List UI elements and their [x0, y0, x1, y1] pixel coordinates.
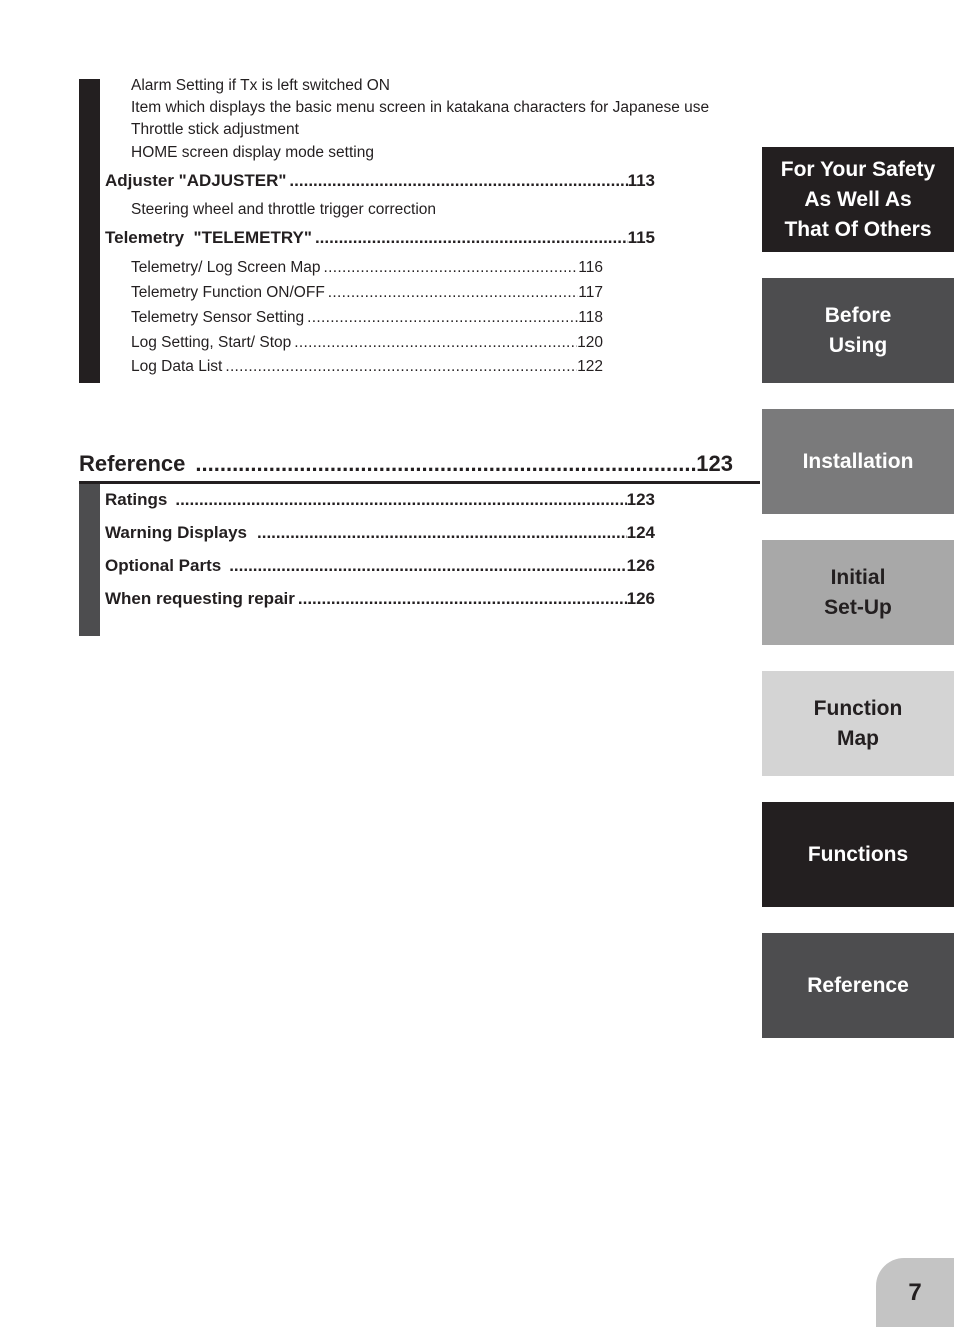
toc-subentry-page: 116 [578, 259, 603, 276]
side-tab-function-map[interactable] [762, 671, 954, 776]
toc-entry-description: Steering wheel and throttle trigger correction [131, 201, 436, 218]
side-tab-label: Before Using [824, 303, 892, 357]
section-divider [79, 481, 760, 484]
toc-entry-title: Optional Parts [105, 556, 222, 575]
dot-leader [321, 259, 579, 277]
toc-entry-page: 124 [626, 523, 655, 542]
toc-subitem[interactable]: Item which displays the basic menu screen in katakana characters for Japanese use [131, 99, 710, 116]
side-tab-label: Function Map [813, 696, 903, 750]
toc-entry-adjuster[interactable] [105, 171, 655, 191]
side-tab-label: Installation [802, 449, 914, 473]
toc-entry-requesting-repair[interactable] [105, 589, 655, 609]
section-bar-functions [79, 79, 100, 383]
toc-section-reference[interactable] [79, 451, 733, 477]
page-number-tab [876, 1258, 954, 1327]
toc-subentry-title: Telemetry Sensor Setting [131, 309, 305, 326]
toc-entry-title: Warning Displays [105, 523, 248, 542]
toc-subitem[interactable]: HOME screen display mode setting [131, 144, 374, 161]
toc-entry-page: 115 [627, 228, 655, 247]
toc-subentry[interactable] [131, 259, 603, 277]
section-page: 123 [696, 451, 733, 476]
toc-subentry-title: Telemetry/ Log Screen Map [131, 259, 321, 276]
toc-entry-telemetry[interactable] [105, 228, 655, 248]
toc-subitem[interactable]: Throttle stick adjustment [131, 121, 299, 138]
toc-entry-title: Ratings [105, 490, 168, 509]
dot-leader [295, 589, 627, 609]
dot-leader [286, 171, 627, 191]
dot-leader [221, 556, 626, 576]
toc-subentry[interactable] [131, 284, 603, 302]
dot-leader [312, 228, 628, 248]
page-number: 7 [908, 1278, 922, 1306]
toc-entry-optional-parts[interactable] [105, 556, 655, 576]
dot-leader [167, 490, 626, 510]
side-tab-safety[interactable] [762, 147, 954, 252]
dot-leader [291, 334, 577, 352]
toc-subentry-title: Telemetry Function ON/OFF [131, 284, 325, 301]
side-tab-functions[interactable] [762, 802, 954, 907]
toc-subentry[interactable] [131, 334, 603, 352]
side-tab-label: For Your Safety As Well As That Of Others [780, 157, 936, 241]
toc-subentry-page: 117 [578, 284, 603, 301]
toc-entry-title: Telemetry "TELEMETRY" [105, 228, 312, 247]
dot-leader [325, 284, 578, 302]
toc-subentry[interactable] [131, 309, 603, 327]
toc-subentry-page: 118 [578, 309, 603, 326]
toc-entry-page: 126 [626, 556, 655, 575]
side-tab-before-using[interactable] [762, 278, 954, 383]
toc-entry-page: 126 [626, 589, 655, 608]
side-tab-label: Reference [807, 973, 909, 997]
toc-subentry-title: Log Setting, Start/ Stop [131, 334, 292, 351]
toc-entry-title: When requesting repair [105, 589, 295, 608]
side-tab-label: Initial Set-Up [824, 565, 892, 619]
toc-entry-page: 123 [626, 490, 655, 509]
toc-entry-page: 113 [627, 171, 655, 190]
side-tab-installation[interactable] [762, 409, 954, 514]
dot-leader [222, 358, 577, 376]
toc-subentry-page: 120 [577, 334, 603, 351]
toc-subitem[interactable]: Alarm Setting if Tx is left switched ON [131, 77, 390, 94]
toc-entry-title: Adjuster "ADJUSTER" [105, 171, 287, 190]
toc-entry-warning-displays[interactable] [105, 523, 655, 543]
toc-subentry-page: 122 [577, 358, 603, 375]
side-tab-reference[interactable] [762, 933, 954, 1038]
toc-subentry-title: Log Data List [131, 358, 223, 375]
side-tab-label: Functions [807, 842, 909, 866]
dot-leader [185, 451, 696, 477]
dot-leader [304, 309, 578, 327]
side-tab-initial-setup[interactable] [762, 540, 954, 645]
toc-entry-ratings[interactable] [105, 490, 655, 510]
section-bar-reference [79, 484, 100, 636]
dot-leader [247, 523, 627, 543]
section-title: Reference [79, 451, 186, 476]
toc-subentry[interactable] [131, 358, 603, 376]
